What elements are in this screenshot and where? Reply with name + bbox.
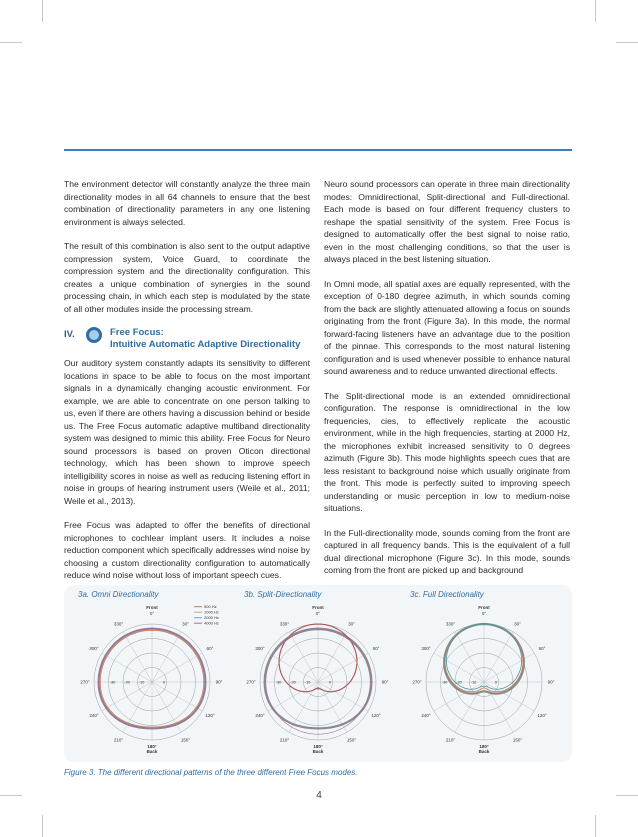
radial-label: -10: [470, 679, 477, 685]
panel-title-split: 3b. Split-Directionality: [244, 590, 322, 599]
angle-label: 270°: [80, 679, 90, 685]
radial-label: -20: [456, 679, 462, 685]
angle-label: 60°: [206, 646, 214, 652]
grid-spoke: [455, 632, 484, 682]
page-number: 4: [316, 790, 322, 801]
angle-label: 330°: [113, 621, 124, 627]
paragraph: The environment detector will constantly analyze the three main directionality modes in all 64 channels to ensure that the best combination of directionality parameters in any one listening environment is always selected.: [64, 179, 310, 227]
grid-spoke: [484, 653, 534, 682]
paragraph: In Omni mode, all spatial axes are equally represented, with the exception of 0-180 degree azimuth, in which sounds coming from the back are slightly attenuated allowing a focus on sounds originating from the front (Figure 3a). In this mode, the normal forward-facing listeners have an advantage due to the position of the pinnae. This corresponds to the most natural listening configuration and is used whenever possible to enhance natural sound awareness and to reduce unwanted directional effects.: [324, 278, 570, 376]
section-title: [110, 327, 300, 351]
radial-label: -10: [304, 679, 311, 685]
paragraph: Free Focus was adapted to offer the benefits of directional microphones to cochlear implant users. It includes a noise reduction component which specifically addresses wind noise by choosing a custom directionality configuration to automatically reduce wind noise without loss of important speech cues.: [64, 520, 310, 580]
angle-label: 150°: [512, 737, 523, 743]
legend-label: 4000 Hz: [204, 620, 219, 626]
grid-spoke: [318, 632, 347, 682]
angle-label: 180°: [147, 744, 157, 749]
angle-label: 300°: [255, 646, 265, 652]
grid-spoke: [434, 653, 484, 682]
front-label: Front: [312, 605, 324, 610]
polar-plot-omni: [72, 600, 232, 756]
angle-label: 60°: [538, 646, 546, 652]
angle-label: 300°: [421, 646, 431, 652]
grid-spoke: [484, 632, 513, 682]
panel-title-omni: 3a. Omni Directionality: [78, 590, 159, 599]
angle-label: 240°: [255, 713, 265, 719]
angle-label: 30°: [348, 621, 355, 627]
ear-icon: [86, 327, 102, 343]
header-rule: [64, 149, 572, 151]
radial-label: 0: [162, 679, 166, 685]
angle-label: 300°: [89, 646, 99, 652]
left-column: [64, 178, 310, 594]
legend-label: 1000 Hz: [204, 609, 219, 615]
radial-label: -30: [275, 679, 282, 685]
paragraph: In the Full-directionality mode, sounds coming from the front are captured in all frequency bands. This is the equivalent of a full dual directional microphone (Figure 3c). In this mode, sounds coming from the front are picked up and background: [324, 527, 570, 575]
angle-label: 60°: [372, 646, 380, 652]
grid-spoke: [318, 679, 368, 711]
grid-spoke: [152, 632, 181, 682]
radial-label: -30: [441, 679, 448, 685]
grid-spoke: [123, 632, 152, 682]
angle-label: 120°: [371, 713, 381, 719]
back-label: Back: [312, 749, 324, 754]
angle-label: 270°: [246, 679, 256, 685]
angle-label: 270°: [412, 679, 422, 685]
grid-spoke: [268, 679, 318, 711]
grid-spoke: [318, 653, 368, 682]
angle-label: 0°: [149, 611, 155, 616]
paragraph: Our auditory system constantly adapts its sensitivity to different locations in space to be able to focus on the most important signals in a dynamically changing acoustic environment. For example, we are able to concentrate on one person talking to us, even if there are others having a discussion behind or beside us. The Free Focus automatic adaptive multiband directionality system was designed to mimic this ability. Free Focus for Neuro sound processors is based on proven Oticon directional technology, which has been shown to improve speech intelligibility scores in noise as well as reducing listening effort in noise in groups of hearing instrument users (Weile et al., 2011; Weile et al., 2013).: [64, 358, 310, 506]
grid-spoke: [484, 679, 534, 711]
grid-spoke: [102, 679, 152, 711]
panel-title-full: 3c. Full Directionality: [410, 590, 484, 599]
radial-label: -30: [109, 679, 116, 685]
angle-label: 180°: [479, 744, 489, 749]
angle-label: 0°: [481, 611, 487, 616]
polar-plot-split: [238, 600, 398, 756]
radial-label: 0: [328, 679, 332, 685]
radial-label: -10: [138, 679, 145, 685]
angle-label: 120°: [537, 713, 547, 719]
angle-label: 90°: [215, 679, 223, 685]
angle-label: 150°: [180, 737, 191, 743]
angle-label: 240°: [421, 713, 431, 719]
legend-label: 2000 Hz: [204, 615, 219, 620]
grid-spoke: [102, 653, 152, 682]
figure-caption: Figure 3. The different directional patterns of the three different Free Focus modes.: [64, 768, 358, 777]
front-label: Front: [146, 605, 158, 610]
angle-label: 120°: [205, 713, 215, 719]
grid-spoke: [289, 632, 318, 682]
angle-label: 90°: [381, 679, 389, 685]
angle-label: 240°: [89, 713, 99, 719]
grid-spoke: [152, 653, 202, 682]
angle-label: 30°: [514, 621, 521, 627]
angle-label: 0°: [315, 611, 321, 616]
front-label: Front: [478, 605, 490, 610]
back-label: Back: [146, 749, 158, 754]
legend-label: 500 Hz: [204, 604, 217, 609]
grid-spoke: [434, 679, 484, 711]
polar-plot-full: [404, 600, 564, 756]
radial-label: -20: [124, 679, 130, 685]
angle-label: 210°: [445, 737, 456, 743]
radial-label: -20: [290, 679, 296, 685]
grid-spoke: [268, 653, 318, 682]
angle-label: 330°: [279, 621, 290, 627]
section-heading: [64, 327, 310, 351]
angle-label: 180°: [313, 744, 323, 749]
right-column: [324, 178, 570, 589]
section-number: IV.: [64, 329, 75, 340]
angle-label: 30°: [182, 621, 189, 627]
paragraph: The Split-directional mode is an extended omnidirectional configuration. The response is omnidirectional in the low frequencies, cies, to effectively replicate the acoustic environment, while in the high frequencies, starting at 2000 Hz, the microphones exhibit increased sensitivity to 0 degrees azimuth (Figure 3b). This mode highlights speech cues that are less resistant to background noise which usually originate from the front. This mode is perfectly suited to improving speech understanding or music perception in low to medium-noise situations.: [324, 390, 570, 513]
paragraph: Neuro sound processors can operate in three main directionality modes: Omnidirectional, Split-directional and Full-directional. Each mode is based on four different frequency clusters to reshape the spatial sensitivity of the system. Free Focus is designed to automatically offer the best signal to noise ratio, even in the most challenging conditions, so that the user is always placed in the best listening situation.: [324, 179, 570, 264]
paragraph: The result of this combination is also sent to the output adaptive compression system, Voice Guard, to coordinate the compression system and the directionality configuration. This creates a unique combination of synergies in the sound processing chain, in which each step is modulated by the state of all other modules inside the processing stream.: [64, 241, 310, 314]
angle-label: 150°: [346, 737, 357, 743]
angle-label: 90°: [547, 679, 555, 685]
section-title-sub: Intuitive Automatic Adaptive Directionality: [110, 339, 301, 350]
back-label: Back: [478, 749, 490, 754]
angle-label: 210°: [279, 737, 290, 743]
angle-label: 210°: [113, 737, 124, 743]
grid-spoke: [152, 679, 202, 711]
section-title-main: Free Focus:: [110, 327, 164, 338]
radial-label: 0: [494, 679, 498, 685]
angle-label: 330°: [445, 621, 456, 627]
